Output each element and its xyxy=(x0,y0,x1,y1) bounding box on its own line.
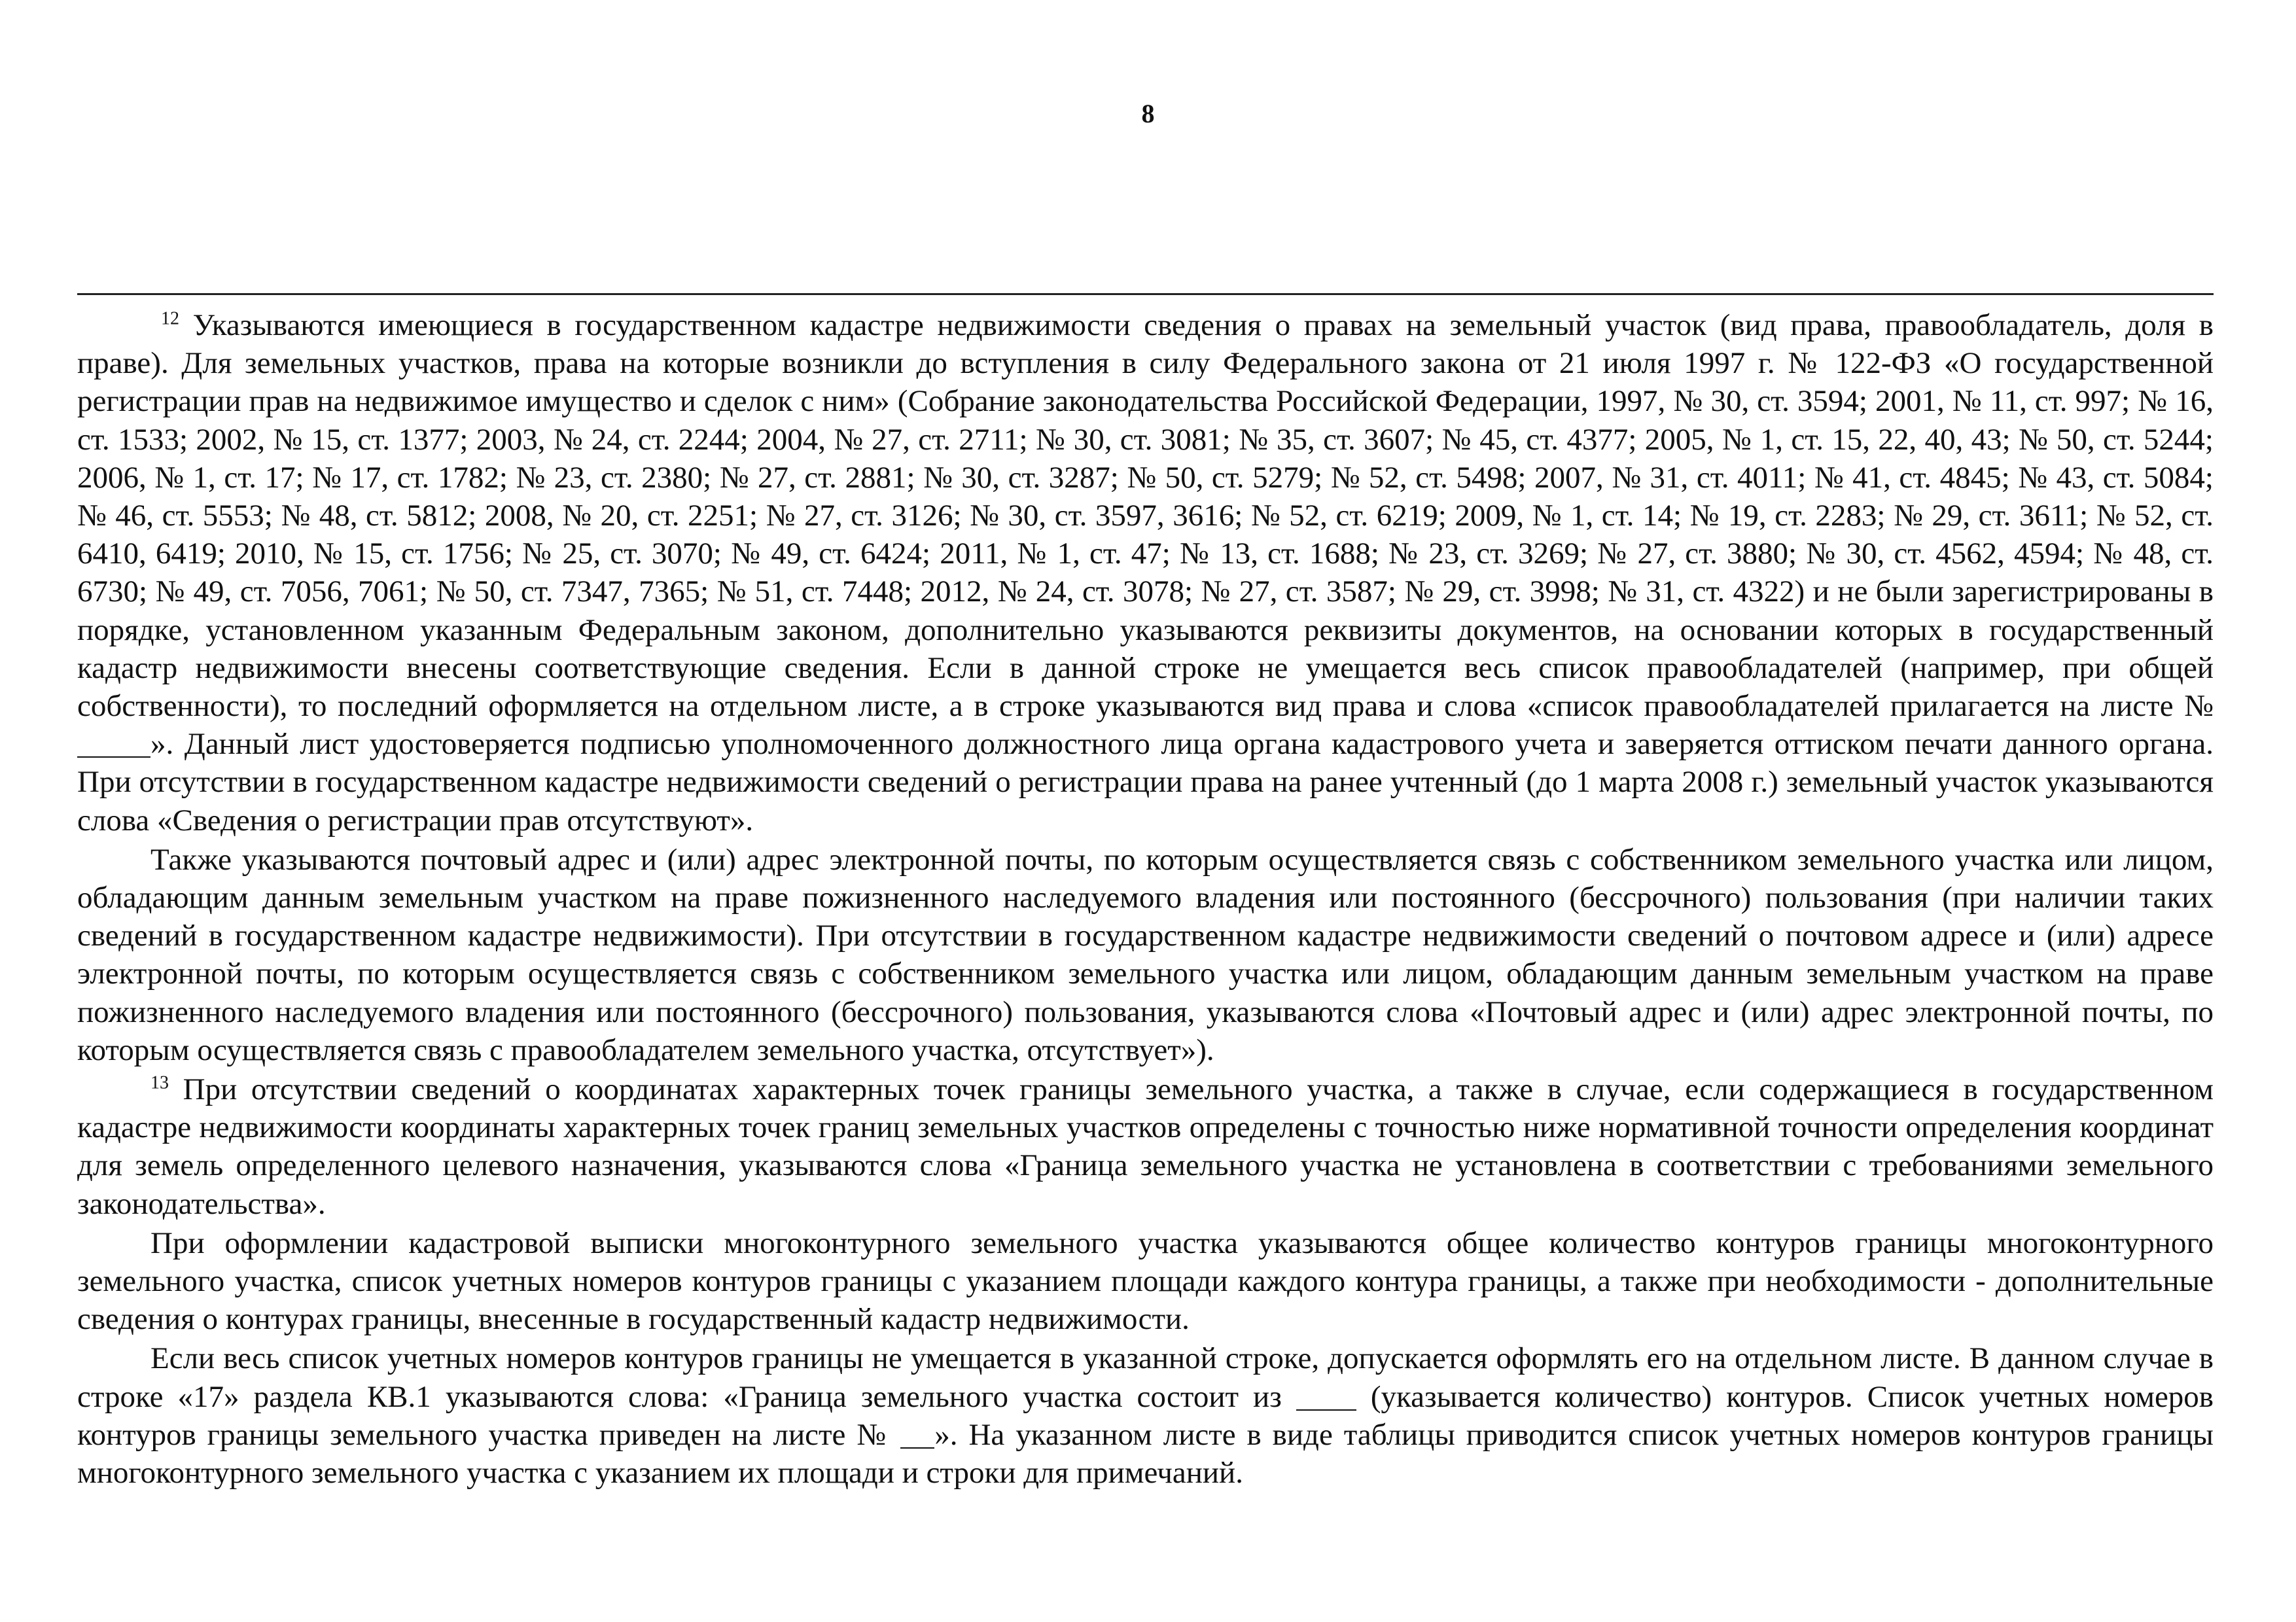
footnote-13-paragraph-1 xyxy=(77,1070,2214,1223)
footnote-separator xyxy=(77,293,2214,295)
footnote-13-text: При отсутствии сведений о координатах характерных точек границы земельного участка, а также в случае, если содержащиеся в государственном кадастре недвижимости координаты характерных точек границ земельных участков определены с точностью ниже нормативной точности определения координат для земель определенного целевого назначения, указываются слова «Граница земельного участка не установлена в соответствии с требованиями земельного законодательства». xyxy=(77,1072,2214,1221)
footnote-13-text-a: Если весь список учетных номеров контуров границы не умещается в указанной строке, допускается оформлять его на отдельном листе. В данном случае в строке «17» раздела КВ.1 указываются слова: «Граница земельного участка состоит из xyxy=(77,1341,2214,1414)
footnote-13-paragraph-2: При оформлении кадастровой выписки многоконтурного земельного участка указываются общее количество контуров границы многоконтурного земельного участка, список учетных номеров контуров границы с указанием площади каждого контура границы, а также при необходимости - дополнительные сведения о контурах границы, внесенные в государственный кадастр недвижимости. xyxy=(77,1225,2214,1337)
blank-contour-count xyxy=(1296,1379,1356,1411)
footnote-13-paragraph-3 xyxy=(77,1339,2214,1492)
footnote-12-paragraph-2: Также указываются почтовый адрес и (или) адрес электронной почты, по которым осуществляется связь с собственником земельного участка или лицом, обладающим данным земельным участком на праве пожизненного наследуемого владения или постоянного (бессрочного) пользования (при наличии таких сведений в государственном кадастре недвижимости). При отсутствии в государственном кадастре недвижимости сведений о почтовом адресе и (или) адресе электронной почты, по которым осуществляется связь с собственником земельного участка или лицом, обладающим данным земельным участком на праве пожизненного наследуемого владения или постоянного (бессрочного) пользования, указываются слова «Почтовый адрес и (или) адрес электронной почты, по которым осуществляется связь с правообладателем земельного участка, отсутствует»). xyxy=(77,842,2214,1067)
page-number: 8 xyxy=(1141,99,1155,128)
footnote-13-mark: 13 xyxy=(150,1072,169,1093)
footnote-12-paragraph-1 xyxy=(77,306,2214,839)
footnotes xyxy=(77,306,2214,1493)
footnote-12-text: Указываются имеющиеся в государственном кадастре недвижимости сведения о правах на земельный участок (вид права, правообладатель, доля в праве). Для земельных участков, права на которые возникли до вступления в силу Федерального закона от 21 июля 1997 г. № 122-ФЗ «О государственной регистрации прав на недвижимое имущество и сделок с ним» (Собрание законодательства Российской Федерации, 1997, № 30, ст. 3594; 2001, № 11, ст. 997; № 16, ст. 1533; 2002, № 15, ст. 1377; 2003, № 24, ст. 2244; 2004, № 27, ст. 2711; № 30, ст. 3081; № 35, ст. 3607; № 45, ст. 4377; 2005, № 1, ст. 15, 22, 40, 43; № 50, ст. 5244; 2006, № 1, ст. 17; № 17, ст. 1782; № 23, ст. 2380; № 27, ст. 2881; № 30, ст. 3287; № 50, ст. 5279; № 52, ст. 5498; 2007, № 31, ст. 4011; № 41, ст. 4845; № 43, ст. 5084; № 46, ст. 5553; № 48, ст. 5812; 2008, № 20, ст. 2251; № 27, ст. 3126; № 30, ст. 3597, 3616; № 52, ст. 6219; 2009, № 1, ст. 14; № 19, ст. 2283; № 29, ст. 3611; № 52, ст. 6410, 6419; 2010, № 15, ст. 1756; № 25, ст. 3070; № 49, ст. 6424; 2011, № 1, ст. 47; № 13, ст. 1688; № 23, ст. 3269; № 27, ст. 3880; № 30, ст. 4562, 4594; № 48, ст. 6730; № 49, ст. 7056, 7061; № 50, ст. 7347, 7365; № 51, ст. 7448; 2012, № 24, ст. 3078; № 27, ст. 3587; № 29, ст. 3998; № 31, ст. 4322) и не были зарегистрированы в порядке, установленном указанным Федеральным законом, дополнительно указываются реквизиты документов, на основании которых в государственный кадастр недвижимости внесены соответствующие сведения. Если в данной строке не умещается весь список правообладателей (например, при общей собственности), то последний оформляется на отдельном листе, а в строке указываются вид права и слова «список правообладателей прилагается на листе № xyxy=(77,308,2214,724)
footnote-13-text-b: (указывается количество) контуров. Список учетных номеров контуров границы земельного участка приведен на листе № xyxy=(77,1379,2214,1452)
footnote-13-text-c: ». На указанном листе в виде таблицы приводится список учетных номеров контуров границы многоконтурного земельного участка с указанием их площади и строки для примечаний. xyxy=(77,1417,2214,1490)
footnote-12-text-tail: ». Данный лист удостоверяется подписью уполномоченного должностного лица органа кадастрового учета и заверяется оттиском печати данного органа. При отсутствии в государственном кадастре недвижимости сведений о регистрации права на ранее учтенный (до 1 марта 2008 г.) земельный участок указываются слова «Сведения о регистрации прав отсутствуют». xyxy=(77,727,2214,837)
footnote-12-mark: 12 xyxy=(161,308,179,329)
blank-sheet-number xyxy=(77,726,150,758)
blank-sheet-number-2 xyxy=(900,1417,934,1449)
